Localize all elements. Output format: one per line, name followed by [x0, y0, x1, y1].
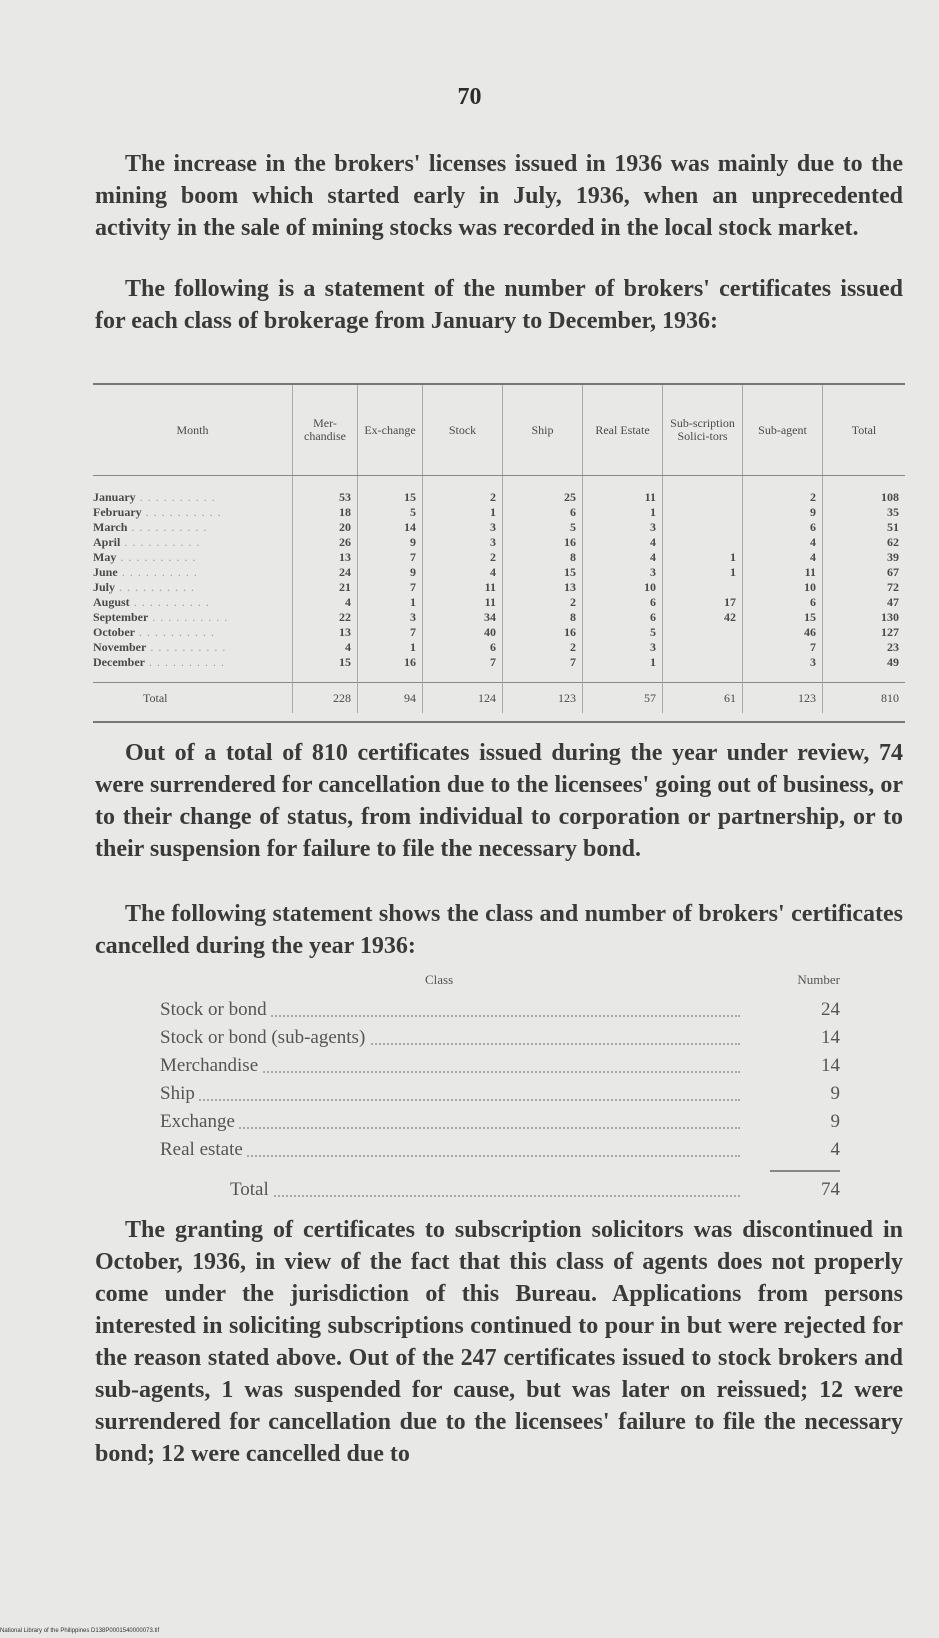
- value-cell: [663, 535, 743, 550]
- value-cell: 40: [423, 625, 503, 640]
- value-cell: 24: [293, 565, 358, 580]
- col-header-ship: Ship: [503, 385, 583, 476]
- table-row: [93, 580, 905, 595]
- cancel-number: 4: [830, 1139, 840, 1160]
- leader-dots: . . . . . . . . . .: [120, 535, 201, 549]
- value-cell: 3: [423, 535, 503, 550]
- value-cell: 17: [663, 595, 743, 610]
- cancel-class-label: Merchandise: [160, 1052, 262, 1080]
- cancel-row: [160, 1080, 840, 1108]
- cancel-number: 14: [821, 1055, 840, 1076]
- value-cell: 20: [293, 520, 358, 535]
- total-cell: 61: [663, 683, 743, 714]
- value-cell: 9: [358, 535, 423, 550]
- table-row: [93, 476, 905, 506]
- value-cell: 14: [358, 520, 423, 535]
- value-cell: 67: [823, 565, 906, 580]
- value-cell: 2: [503, 640, 583, 655]
- leader-dots: . . . . . . . . . .: [148, 610, 229, 624]
- value-cell: 6: [423, 640, 503, 655]
- col-header-real-estate: Real Estate: [583, 385, 663, 476]
- value-cell: 1: [663, 550, 743, 565]
- cancel-number: 9: [830, 1111, 840, 1132]
- month-label: April: [93, 535, 121, 549]
- total-cell: 123: [743, 683, 823, 714]
- table-row: [93, 640, 905, 655]
- value-cell: 11: [583, 476, 663, 506]
- value-cell: 4: [583, 535, 663, 550]
- paragraph-text: Out of a total of 810 certificates issued during the year under review, 74 were surrendered for cancellation due to the licensees' going out of business, or to their change of status, from individual to corporation or partnership, or to their suspension for failure to file the necessary bond.: [95, 740, 903, 862]
- month-label: January: [93, 490, 136, 504]
- value-cell: 5: [358, 505, 423, 520]
- value-cell: 3: [358, 610, 423, 625]
- value-cell: [663, 520, 743, 535]
- col-header-exchange: Ex-change: [358, 385, 423, 476]
- value-cell: 72: [823, 580, 906, 595]
- value-cell: 1: [583, 655, 663, 683]
- value-cell: 2: [423, 476, 503, 506]
- cancel-number: 24: [821, 999, 840, 1020]
- value-cell: [663, 655, 743, 683]
- total-cell: 124: [423, 683, 503, 714]
- value-cell: [663, 625, 743, 640]
- value-cell: 7: [423, 655, 503, 683]
- leader-dots: . . . . . . . . . .: [134, 625, 215, 639]
- cancel-row: [160, 1136, 840, 1164]
- value-cell: 7: [358, 625, 423, 640]
- value-cell: 108: [823, 476, 906, 506]
- value-cell: 15: [503, 565, 583, 580]
- class-header: Class: [425, 972, 454, 987]
- value-cell: 35: [823, 505, 906, 520]
- value-cell: 8: [503, 550, 583, 565]
- paragraph-text: The following statement shows the class and number of brokers' certificates cancelled during the year 1936:: [95, 901, 903, 959]
- page-number: 70: [457, 84, 482, 110]
- value-cell: 127: [823, 625, 906, 640]
- value-cell: 1: [358, 640, 423, 655]
- sum-rule: [160, 1164, 840, 1176]
- value-cell: 10: [743, 580, 823, 595]
- value-cell: 23: [823, 640, 906, 655]
- value-cell: 1: [583, 505, 663, 520]
- cancel-number: 9: [830, 1083, 840, 1104]
- paragraph-subscription-solicitors: [95, 1214, 903, 1470]
- value-cell: 15: [358, 476, 423, 506]
- month-cell: [93, 565, 293, 580]
- value-cell: 10: [583, 580, 663, 595]
- cancel-class-label: Exchange: [160, 1108, 239, 1136]
- value-cell: [663, 580, 743, 595]
- month-label: June: [93, 565, 118, 579]
- month-label: October: [93, 625, 135, 639]
- value-cell: 16: [503, 625, 583, 640]
- cancel-row: [160, 1108, 840, 1136]
- month-cell: [93, 520, 293, 535]
- total-cell: 94: [358, 683, 423, 714]
- month-label: February: [93, 505, 142, 519]
- value-cell: [663, 640, 743, 655]
- table-row: [93, 595, 905, 610]
- value-cell: 42: [663, 610, 743, 625]
- leader-dots: . . . . . . . . . .: [135, 490, 216, 504]
- value-cell: 2: [503, 595, 583, 610]
- number-header: Number: [797, 972, 840, 987]
- month-label: May: [93, 550, 117, 564]
- value-cell: 46: [743, 625, 823, 640]
- leader-dots: . . . . . . . . . .: [146, 640, 227, 654]
- scan-footer: National Library of the Philippines D138P0001540000073.tif: [0, 1628, 160, 1634]
- value-cell: 1: [663, 565, 743, 580]
- value-cell: 51: [823, 520, 906, 535]
- month-label: August: [93, 595, 130, 609]
- brokers-certificates-table: [93, 385, 905, 713]
- value-cell: 62: [823, 535, 906, 550]
- cancel-row: [160, 1024, 840, 1052]
- month-cell: [93, 595, 293, 610]
- cancel-row: [160, 1052, 840, 1080]
- col-header-stock: Stock: [423, 385, 503, 476]
- month-cell: [93, 580, 293, 595]
- value-cell: 16: [503, 535, 583, 550]
- leader-dots: . . . . . . . . . .: [129, 595, 210, 609]
- paragraph-cancel-intro: [95, 898, 903, 962]
- month-cell: [93, 550, 293, 565]
- month-cell: [93, 535, 293, 550]
- value-cell: 3: [583, 520, 663, 535]
- value-cell: 11: [423, 595, 503, 610]
- value-cell: 1: [423, 505, 503, 520]
- month-cell: [93, 640, 293, 655]
- table-row: [93, 625, 905, 640]
- col-header-sub-agent: Sub-agent: [743, 385, 823, 476]
- value-cell: 6: [583, 610, 663, 625]
- value-cell: 22: [293, 610, 358, 625]
- month-cell: [93, 655, 293, 683]
- col-header-total: Total: [823, 385, 906, 476]
- paragraph-statement-intro: [95, 273, 903, 337]
- value-cell: 9: [358, 565, 423, 580]
- paragraph-surrendered: [95, 737, 903, 865]
- leader-dots: . . . . . . . . . .: [115, 580, 196, 594]
- month-cell: [93, 505, 293, 520]
- month-label: December: [93, 655, 145, 669]
- leader-dots: . . . . . . . . . .: [144, 655, 225, 669]
- value-cell: 3: [583, 565, 663, 580]
- value-cell: 7: [358, 550, 423, 565]
- month-label: March: [93, 520, 128, 534]
- cancel-class-label: Ship: [160, 1080, 199, 1108]
- leader-dots: . . . . . . . . . .: [141, 505, 222, 519]
- cancel-total-row: [160, 1176, 840, 1204]
- table-total-row: [93, 683, 905, 714]
- value-cell: 26: [293, 535, 358, 550]
- month-cell: [93, 625, 293, 640]
- value-cell: 15: [293, 655, 358, 683]
- month-cell: [93, 610, 293, 625]
- cancel-row: [160, 996, 840, 1024]
- value-cell: 5: [503, 520, 583, 535]
- value-cell: [663, 476, 743, 506]
- value-cell: 4: [423, 565, 503, 580]
- value-cell: 13: [503, 580, 583, 595]
- value-cell: 4: [743, 550, 823, 565]
- value-cell: 7: [503, 655, 583, 683]
- cancel-table-header: [160, 972, 840, 996]
- table-bottom-rule: [93, 721, 905, 723]
- value-cell: 6: [503, 505, 583, 520]
- table-row: [93, 550, 905, 565]
- value-cell: 16: [358, 655, 423, 683]
- cancel-total-label: Total: [230, 1176, 273, 1204]
- value-cell: 2: [743, 476, 823, 506]
- cancel-class-label: Real estate: [160, 1136, 247, 1164]
- month-label: September: [93, 610, 149, 624]
- table-row: [93, 505, 905, 520]
- paragraph-text: The following is a statement of the number of brokers' certificates issued for each class of brokerage from January to December, 1936:: [95, 276, 903, 334]
- total-cell: 57: [583, 683, 663, 714]
- col-header-month: Month: [93, 385, 293, 476]
- table-row: [93, 655, 905, 683]
- value-cell: 2: [423, 550, 503, 565]
- value-cell: 6: [583, 595, 663, 610]
- total-cell: 228: [293, 683, 358, 714]
- value-cell: 7: [358, 580, 423, 595]
- value-cell: 3: [423, 520, 503, 535]
- month-label: July: [93, 580, 116, 594]
- month-label: November: [93, 640, 147, 654]
- leader-dots: . . . . . . . . . .: [117, 565, 198, 579]
- leader-dots: . . . . . . . . . .: [127, 520, 208, 534]
- value-cell: 15: [743, 610, 823, 625]
- value-cell: 3: [583, 640, 663, 655]
- value-cell: 4: [743, 535, 823, 550]
- value-cell: 25: [503, 476, 583, 506]
- value-cell: 47: [823, 595, 906, 610]
- col-header-merchandise: Mer-chandise: [293, 385, 358, 476]
- value-cell: 11: [743, 565, 823, 580]
- month-cell: [93, 476, 293, 506]
- paragraph-text: The granting of certificates to subscription solicitors was discontinued in October, 1936, in view of the fact that this class of agents does not properly come under the jurisdiction of this Bureau. Applications from persons interested in soliciting subscriptions continued to pour in but were rejected for the reason stated above. Out of the 247 certificates issued to stock brokers and sub-agents, 1 was suspended for cause, but was later on reissued; 12 were surrendered for cancellation due to the licensees' failure to file the necessary bond; 12 were cancelled due to: [95, 1217, 903, 1467]
- value-cell: 7: [743, 640, 823, 655]
- value-cell: [663, 505, 743, 520]
- cancel-class-label: Stock or bond (sub-agents): [160, 1024, 369, 1052]
- table-row: [93, 520, 905, 535]
- value-cell: 39: [823, 550, 906, 565]
- value-cell: 11: [423, 580, 503, 595]
- leader-dots: . . . . . . . . . .: [116, 550, 197, 564]
- total-label: Total: [93, 683, 293, 714]
- value-cell: 53: [293, 476, 358, 506]
- value-cell: 6: [743, 595, 823, 610]
- value-cell: 130: [823, 610, 906, 625]
- table-row: [93, 535, 905, 550]
- value-cell: 6: [743, 520, 823, 535]
- value-cell: 4: [293, 595, 358, 610]
- value-cell: 34: [423, 610, 503, 625]
- value-cell: 13: [293, 550, 358, 565]
- value-cell: 49: [823, 655, 906, 683]
- total-cell: 810: [823, 683, 906, 714]
- table-header-row: [93, 385, 905, 476]
- cancel-total-value: 74: [821, 1179, 840, 1200]
- paragraph-text: The increase in the brokers' licenses issued in 1936 was mainly due to the mining boom which started early in July, 1936, when an unprecedented activity in the sale of mining stocks was recorded in the local stock market.: [95, 151, 903, 241]
- value-cell: 5: [583, 625, 663, 640]
- value-cell: 1: [358, 595, 423, 610]
- value-cell: 4: [583, 550, 663, 565]
- paragraph-mining-boom: [95, 148, 903, 244]
- value-cell: 4: [293, 640, 358, 655]
- value-cell: 9: [743, 505, 823, 520]
- value-cell: 21: [293, 580, 358, 595]
- cancel-class-label: Stock or bond: [160, 996, 271, 1024]
- col-header-subscription-solicitors: Sub-scription Solici-tors: [663, 385, 743, 476]
- cancel-number: 14: [821, 1027, 840, 1048]
- table-row: [93, 610, 905, 625]
- value-cell: 18: [293, 505, 358, 520]
- cancelled-certificates-table: [160, 972, 840, 1204]
- value-cell: 3: [743, 655, 823, 683]
- value-cell: 13: [293, 625, 358, 640]
- value-cell: 8: [503, 610, 583, 625]
- table-row: [93, 565, 905, 580]
- total-cell: 123: [503, 683, 583, 714]
